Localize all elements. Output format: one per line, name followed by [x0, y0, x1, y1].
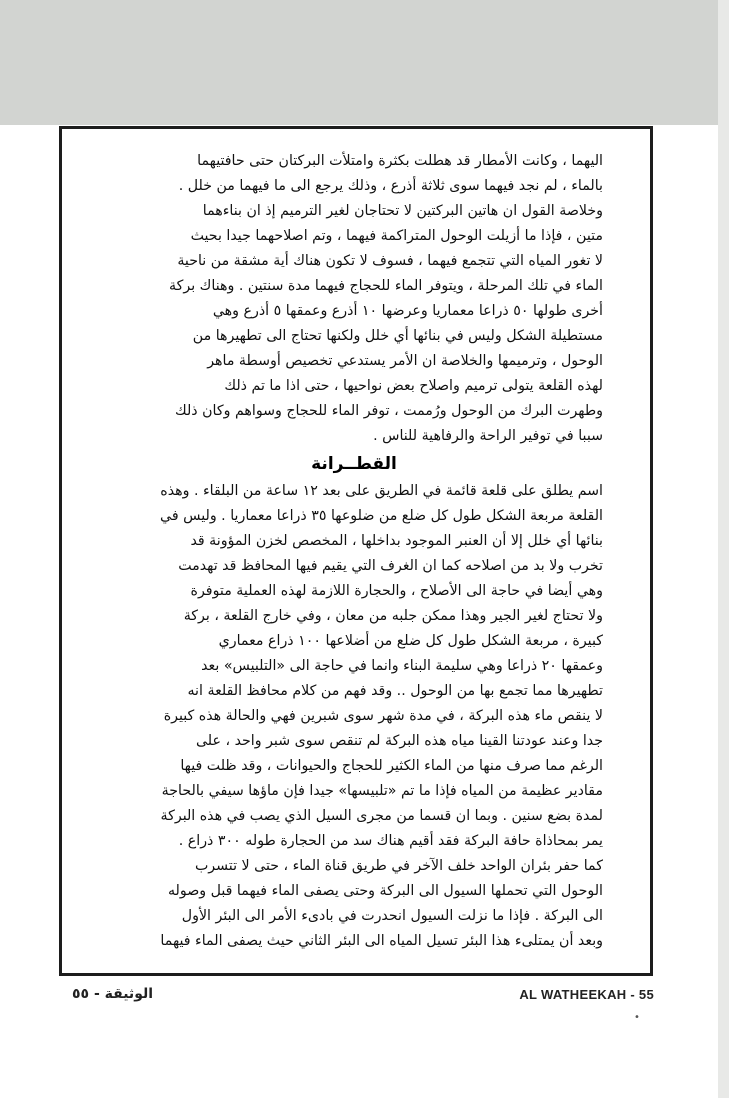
page-footer	[62, 986, 654, 1006]
text-line: جدا وعند عودتنا القينا مياه هذه البركة لم تنقص سوى شبر واحد ، على	[195, 733, 603, 749]
text-line: الوحول ، وترميمها والخلاصة ان الأمر يستدعي تخصيص أوسطة ماهر	[207, 353, 603, 369]
text-line: متين ، فإذا ما أزيلت الوحول المتراكمة فيهما ، وتم اصلاحهما جيدا بحيث	[190, 228, 603, 244]
text-line: وبعد أن يمتلىء هذا البئر تسيل المياه الى البئر الثاني حيث يصفى الماء فيهما	[160, 933, 603, 949]
text-line: مقادير عظيمة من المياه فإذا ما تم «تلبيسها» جيدا فإن ماؤها سيفي بالحاجة	[161, 783, 603, 799]
text-line: مستطيلة الشكل وليس في بنائها أي خلل ولكنها تحتاج الى تطهيرها من	[192, 328, 603, 344]
text-line: لا تغور المياه التي تتجمع فيهما ، فسوف لا تكون هناك أية مشقة من ناحية	[177, 253, 603, 269]
text-line: الوحول التي تحملها السيول الى البركة وحتى يصفى الماء فيهما قبل وصوله	[167, 883, 603, 899]
text-line: أخرى طولها ٥٠ ذراعا معماريا وعرضها ١٠ أذرع وعمقها ٥ أذرع وهي	[212, 303, 603, 319]
scanner-edge-strip	[718, 0, 729, 1098]
text-line: تخرب ولا بد من اصلاحه كما ان الغرف التي يقيم فيها المحافظ قد تهدمت	[178, 558, 603, 574]
text-line: الى البركة . فإذا ما نزلت السيول انحدرت في بادىء الأمر الى البئر الأول	[181, 908, 603, 924]
text-line: كما حفر بئران الواحد خلف الآخر في طريق قناة الماء ، حتى لا تتسرب	[194, 858, 603, 874]
text-frame	[59, 126, 653, 976]
text-line: وخلاصة القول ان هاتين البركتين لا تحتاجان لغير الترميم إذ ان بناءهما	[202, 203, 603, 219]
footer-english-page-number: AL WATHEEKAH - 55	[519, 987, 654, 1002]
text-line: وهي أيضا في حاجة الى الأصلاح ، والحجارة اللازمة لهذه العملية متوفرة	[190, 583, 603, 599]
text-line: الماء في تلك المرحلة ، ويتوفر الماء للحجاج فيهما مدة سنتين . وهناك بركة	[169, 278, 603, 294]
text-line: لهذه القلعة يتولى ترميم واصلاح بعض نواحيها ، حتى اذا ما تم ذلك	[224, 378, 603, 394]
section-title: القطــرانة	[311, 454, 397, 474]
text-line: بالماء ، لم نجد فيهما سوى ثلاثة أذرع ، وذلك يرجع الى ما فيهما من خلل .	[178, 178, 603, 194]
text-line: الرغم مما صرف منها من الماء الكثير للحجاج والحيوانات ، وقد ظلت فيها	[180, 758, 603, 774]
paragraph-1	[105, 149, 603, 449]
article-body	[105, 149, 603, 954]
text-line: لا ينقص ماء هذه البركة ، في مدة شهر سوى شبرين فهي والحالة هذه كبيرة	[163, 708, 603, 724]
text-line: يمر بمحاذاة حافة البركة فقد أقيم هناك سد من الحجارة طوله ٣٠٠ ذراع .	[178, 833, 603, 849]
paragraph-2	[105, 479, 603, 954]
text-line: ولا تحتاج لغير الجير وهذا ممكن جلبه من معان ، وفي خارج القلعة ، بركة	[183, 608, 603, 624]
text-line: اليهما ، وكانت الأمطار قد هطلت بكثرة وامتلأت البركتان حتى حافتيهما	[197, 153, 603, 169]
footer-arabic-page-number: الوثيقة - ٥٥	[72, 986, 154, 1002]
text-line: وطهرت البرك من الوحول ورُممت ، توفر الماء للحجاج وسواهم وكان ذلك	[174, 403, 603, 419]
text-line: وعمقها ٢٠ ذراعا وهي سليمة البناء وانما في حاجة الى «التلبيس» بعد	[201, 658, 603, 674]
text-line: اسم يطلق على قلعة قائمة في الطريق على بعد ١٢ ساعة من البلقاء . وهذه	[160, 483, 603, 499]
scan-mark: •	[634, 1012, 640, 1023]
text-line: بنائها أي خلل إلا أن العنبر الموجود بداخلها ، المخصص لخزن المؤونة قد	[190, 533, 603, 549]
scanner-top-band	[0, 0, 718, 125]
text-line: تطهيرها مما تجمع بها من الوحول .. وقد فهم من كلام محافظ القلعة انه	[187, 683, 603, 699]
text-line: سببا في توفير الراحة والرفاهية للناس .	[373, 428, 603, 444]
text-line: كبيرة ، مربعة الشكل طول كل ضلع من أضلاعها ١٠٠ ذراع معماري	[218, 633, 603, 649]
text-line: لمدة بضع سنين . وبما ان قسما من مجرى السيل الذي يصب في هذه البركة	[160, 808, 603, 824]
text-line: القلعة مربعة الشكل طول كل ضلع من ضلوعها ٣٥ ذراعا معماريا . وليس في	[160, 508, 603, 524]
